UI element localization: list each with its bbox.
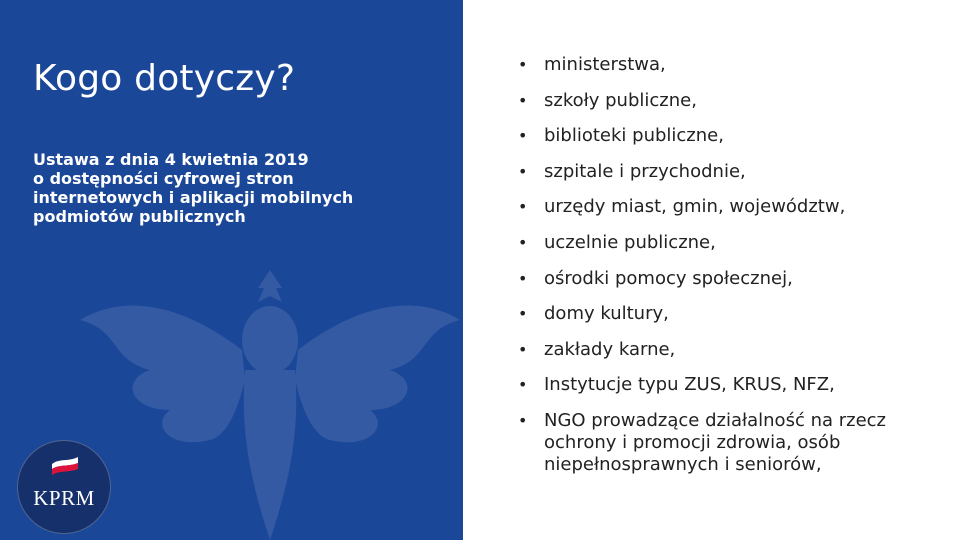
page-title: Kogo dotyczy?	[33, 58, 296, 99]
list-item	[518, 303, 938, 325]
bullet: •	[518, 268, 528, 288]
bullet: •	[518, 90, 528, 110]
list-item	[518, 410, 938, 476]
list-item-text: NGO prowadzące działalność na rzecz ochrony i promocji zdrowia, osób niepełnosprawnych i seniorów,	[544, 409, 886, 475]
bullet: •	[518, 232, 528, 252]
bullet: •	[518, 161, 528, 181]
list-item	[518, 374, 938, 396]
list-item-text: biblioteki publiczne,	[544, 125, 724, 147]
list-item-text: uczelnie publiczne,	[544, 231, 716, 253]
bullet: •	[518, 304, 528, 324]
list-item	[518, 268, 938, 290]
eagle-emblem-icon	[70, 250, 463, 540]
list-item-text: domy kultury,	[544, 303, 669, 325]
subtitle-line: o dostępności cyfrowej stron	[33, 169, 294, 188]
bullet: •	[518, 197, 528, 217]
subtitle-line: internetowych i aplikacji mobilnych	[33, 188, 354, 207]
list-item-text: ministerstwa,	[544, 54, 666, 75]
entities-list	[518, 54, 938, 490]
list-item	[518, 232, 938, 254]
list-item	[518, 339, 938, 361]
list-item	[518, 54, 938, 76]
list-item-text: zakłady karne,	[544, 338, 676, 360]
bullet: •	[518, 339, 528, 359]
bullet: •	[518, 375, 528, 395]
subtitle-line: podmiotów publicznych	[33, 207, 246, 226]
bullet: •	[518, 410, 528, 430]
bullet: •	[518, 55, 528, 74]
kprm-logo	[17, 440, 111, 534]
bullet: •	[518, 126, 528, 146]
list-item-text: Instytucje typu ZUS, KRUS, NFZ,	[544, 374, 835, 396]
list-item	[518, 196, 938, 218]
list-item	[518, 125, 938, 147]
logo-text: KPRM	[33, 486, 95, 510]
subtitle-line: Ustawa z dnia 4 kwietnia 2019	[33, 150, 309, 169]
list-item	[518, 90, 938, 112]
list-item-text: szpitale i przychodnie,	[544, 160, 746, 182]
list-item-text: szkoły publiczne,	[544, 89, 697, 111]
list-item	[518, 161, 938, 183]
left-panel	[0, 0, 463, 540]
polish-flag-ribbon-icon	[50, 455, 80, 479]
list-item-text: urzędy miast, gmin, województw,	[544, 196, 846, 218]
law-subtitle	[33, 150, 433, 226]
list-item-text: ośrodki pomocy społecznej,	[544, 267, 793, 289]
